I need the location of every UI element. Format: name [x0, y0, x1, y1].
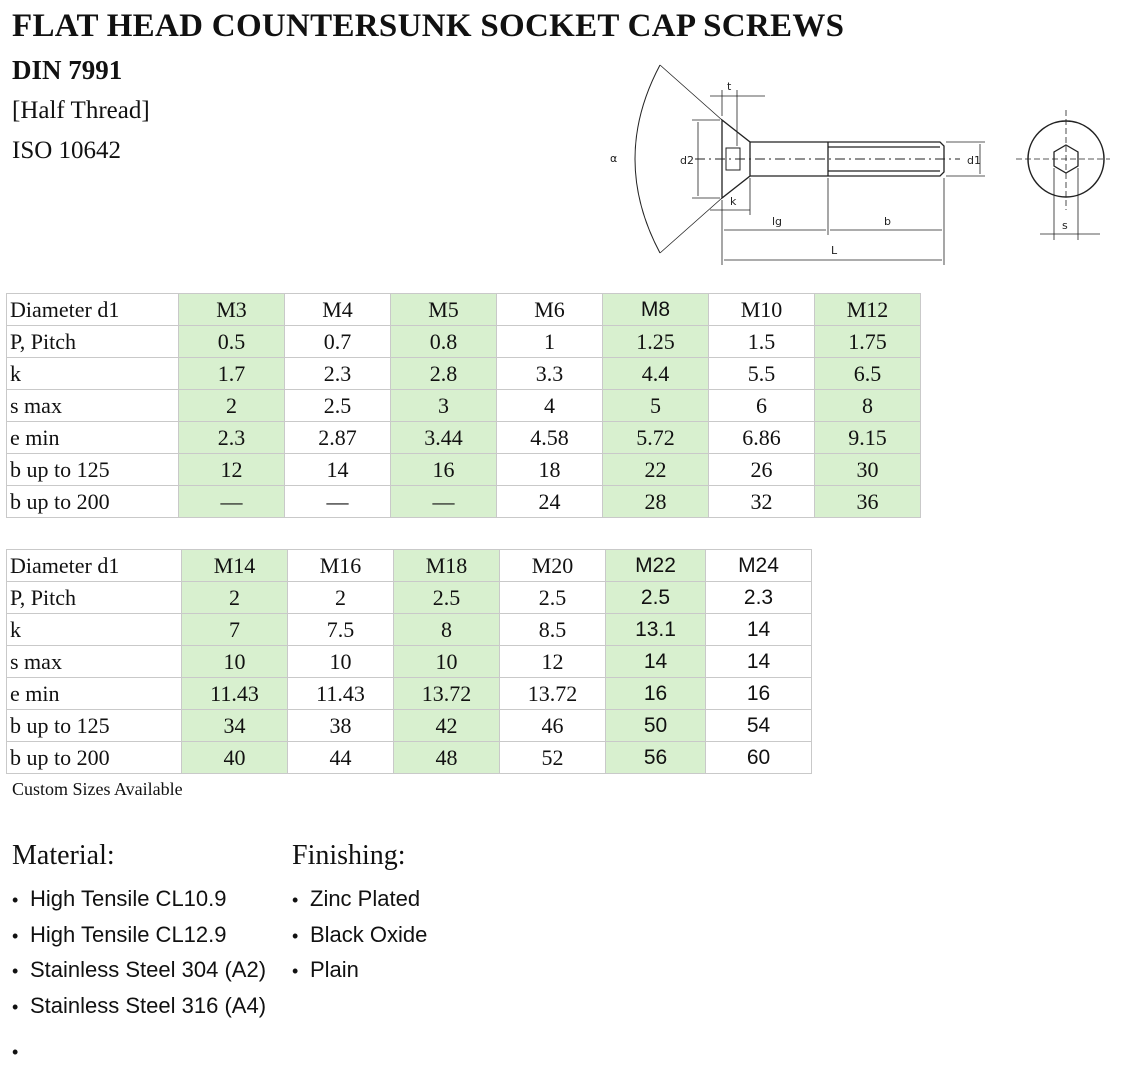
table-header-row — [7, 550, 812, 582]
bullet-icon: • — [12, 925, 19, 946]
finishing-list — [292, 881, 427, 988]
column-header: M16 — [288, 550, 394, 582]
table-cell: 2.5 — [394, 582, 500, 614]
list-item — [12, 881, 266, 917]
table-cell: — — [179, 486, 285, 518]
table-cell: 56 — [606, 742, 706, 774]
table-row — [7, 742, 812, 774]
material-list — [12, 881, 266, 1023]
table-cell: 28 — [603, 486, 709, 518]
s-label: s — [1062, 219, 1068, 232]
row-label: b up to 200 — [7, 486, 179, 518]
bullet-icon: • — [12, 996, 19, 1017]
material-heading: Material: — [12, 840, 115, 871]
table-cell: 10 — [182, 646, 288, 678]
table-row — [7, 614, 812, 646]
spec-table-1 — [6, 293, 921, 518]
table-cell: 50 — [606, 710, 706, 742]
standard-label: DIN 7991 — [12, 55, 123, 85]
table-cell: 16 — [391, 454, 497, 486]
table-cell: 2.8 — [391, 358, 497, 390]
table-cell: 2.5 — [606, 582, 706, 614]
column-header: M10 — [709, 294, 815, 326]
table-cell: 1 — [497, 326, 603, 358]
table-cell: 4.4 — [603, 358, 709, 390]
table-cell: 40 — [182, 742, 288, 774]
table-cell: 14 — [706, 646, 812, 678]
table-cell: 6.86 — [709, 422, 815, 454]
header-label: Diameter d1 — [7, 550, 182, 582]
row-label: e min — [7, 678, 182, 710]
t-label: t — [727, 80, 732, 93]
table-cell: 8 — [815, 390, 921, 422]
table-cell: 3.44 — [391, 422, 497, 454]
table-cell: 5.72 — [603, 422, 709, 454]
row-label: k — [7, 358, 179, 390]
table-cell: 2.5 — [285, 390, 391, 422]
list-item — [292, 952, 427, 988]
list-item-label: Stainless Steel 304 (A2) — [30, 957, 267, 982]
column-header: M22 — [606, 550, 706, 582]
table-cell: 16 — [706, 678, 812, 710]
column-header: M14 — [182, 550, 288, 582]
column-header: M5 — [391, 294, 497, 326]
lg-label: lg — [772, 215, 783, 228]
L-label: L — [831, 244, 838, 257]
table-cell: 32 — [709, 486, 815, 518]
table-row — [7, 390, 921, 422]
table-cell: 3.3 — [497, 358, 603, 390]
bullet-icon: • — [12, 961, 19, 981]
table-header-row — [7, 294, 921, 326]
table-cell: 18 — [497, 454, 603, 486]
alpha-label: α — [610, 152, 618, 165]
table-row — [7, 326, 921, 358]
table-cell: 48 — [394, 742, 500, 774]
column-header: M18 — [394, 550, 500, 582]
table-row — [7, 710, 812, 742]
bullet-icon: • — [292, 890, 299, 910]
table-cell: 26 — [709, 454, 815, 486]
table-cell: 16 — [606, 678, 706, 710]
row-label: P, Pitch — [7, 582, 182, 614]
table-row — [7, 646, 812, 678]
column-header: M8 — [603, 294, 709, 326]
table-cell: 22 — [603, 454, 709, 486]
table-row — [7, 582, 812, 614]
table-cell: 0.8 — [391, 326, 497, 358]
table-cell: 13.72 — [500, 678, 606, 710]
d2-label: d2 — [680, 154, 694, 167]
table-cell: 54 — [706, 710, 812, 742]
column-header: M3 — [179, 294, 285, 326]
table-cell: 10 — [394, 646, 500, 678]
table-cell: 2.5 — [500, 582, 606, 614]
table-cell: 2 — [182, 582, 288, 614]
table-cell: 6 — [709, 390, 815, 422]
table-cell: 7 — [182, 614, 288, 646]
list-item-label: Black Oxide — [310, 921, 428, 947]
table-cell: — — [391, 486, 497, 518]
thread-label: [Half Thread] — [12, 97, 150, 124]
table-cell: 1.7 — [179, 358, 285, 390]
iso-label: ISO 10642 — [12, 137, 122, 164]
column-header: M6 — [497, 294, 603, 326]
column-header: M24 — [706, 550, 812, 582]
table-row — [7, 454, 921, 486]
list-item — [12, 917, 266, 953]
row-label: P, Pitch — [7, 326, 179, 358]
table-cell: 5 — [603, 390, 709, 422]
table-cell: 36 — [815, 486, 921, 518]
column-header: M4 — [285, 294, 391, 326]
table-cell: 11.43 — [182, 678, 288, 710]
table-cell: 13.72 — [394, 678, 500, 710]
list-item-label: High Tensile CL12.9 — [30, 921, 227, 947]
table-cell: 8.5 — [500, 614, 606, 646]
row-label: b up to 125 — [7, 710, 182, 742]
screw-diagram — [600, 50, 1110, 270]
table-cell: 9.15 — [815, 422, 921, 454]
table-cell: 3 — [391, 390, 497, 422]
table-row — [7, 486, 921, 518]
list-item — [12, 952, 266, 988]
bullet-icon: • — [12, 890, 19, 910]
table-cell: 8 — [394, 614, 500, 646]
table-cell: — — [285, 486, 391, 518]
table-cell: 1.75 — [815, 326, 921, 358]
table-cell: 6.5 — [815, 358, 921, 390]
table-cell: 5.5 — [709, 358, 815, 390]
table-cell: 38 — [288, 710, 394, 742]
table-cell: 42 — [394, 710, 500, 742]
row-label: s max — [7, 390, 179, 422]
list-item-label: High Tensile CL10.9 — [30, 886, 227, 911]
list-item — [12, 988, 266, 1024]
page-title: FLAT HEAD COUNTERSUNK SOCKET CAP SCREWS — [12, 8, 845, 44]
bullet-icon: • — [292, 961, 299, 981]
spec-table-2 — [6, 549, 812, 774]
row-label: e min — [7, 422, 179, 454]
table-cell: 14 — [285, 454, 391, 486]
table-cell: 14 — [706, 614, 812, 646]
table-cell: 2 — [179, 390, 285, 422]
table-cell: 1.5 — [709, 326, 815, 358]
list-item-label: Zinc Plated — [310, 886, 421, 911]
row-label: k — [7, 614, 182, 646]
table-cell: 2.87 — [285, 422, 391, 454]
column-header: M12 — [815, 294, 921, 326]
table-cell: 14 — [606, 646, 706, 678]
custom-sizes-note: Custom Sizes Available — [12, 779, 183, 799]
table-cell: 24 — [497, 486, 603, 518]
table-cell: 0.7 — [285, 326, 391, 358]
table-cell: 11.43 — [288, 678, 394, 710]
row-label: b up to 200 — [7, 742, 182, 774]
table-cell: 2 — [288, 582, 394, 614]
list-item — [292, 881, 427, 917]
table-cell: 60 — [706, 742, 812, 774]
table-row — [7, 358, 921, 390]
table-cell: 13.1 — [606, 614, 706, 646]
table-cell: 7.5 — [288, 614, 394, 646]
header-label: Diameter d1 — [7, 294, 179, 326]
table-cell: 52 — [500, 742, 606, 774]
table-cell: 44 — [288, 742, 394, 774]
b-label: b — [884, 215, 891, 228]
table-cell: 4 — [497, 390, 603, 422]
k-label: k — [730, 195, 737, 208]
table-cell: 2.3 — [706, 582, 812, 614]
table-cell: 12 — [179, 454, 285, 486]
list-item-label: Plain — [310, 957, 359, 982]
row-label: b up to 125 — [7, 454, 179, 486]
stray-bullet-icon: • — [12, 1042, 19, 1062]
column-header: M20 — [500, 550, 606, 582]
table-cell: 0.5 — [179, 326, 285, 358]
row-label: s max — [7, 646, 182, 678]
d1-label: d1 — [967, 154, 981, 167]
table-row — [7, 678, 812, 710]
table-cell: 30 — [815, 454, 921, 486]
table-cell: 34 — [182, 710, 288, 742]
list-item-label: Stainless Steel 316 (A4) — [30, 992, 267, 1018]
table-row — [7, 422, 921, 454]
table-cell: 10 — [288, 646, 394, 678]
list-item — [292, 917, 427, 953]
table-cell: 4.58 — [497, 422, 603, 454]
table-cell: 46 — [500, 710, 606, 742]
table-cell: 1.25 — [603, 326, 709, 358]
table-cell: 12 — [500, 646, 606, 678]
table-cell: 2.3 — [285, 358, 391, 390]
table-cell: 2.3 — [179, 422, 285, 454]
finishing-heading: Finishing: — [292, 840, 406, 871]
bullet-icon: • — [292, 925, 299, 946]
